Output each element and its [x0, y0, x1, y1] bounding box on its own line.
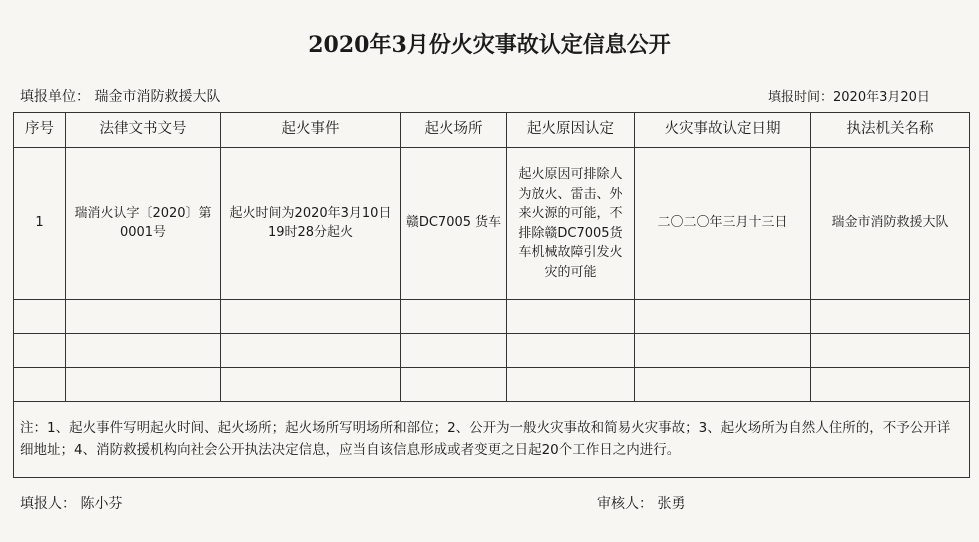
- cell-agency: 瑞金市消防救援大队: [811, 148, 970, 300]
- table-header-row: [14, 113, 970, 148]
- report-unit: 填报单位： 瑞金市消防救援大队: [20, 89, 221, 105]
- reporter: 填报人： 陈小芬: [20, 496, 123, 512]
- header-index: 序号: [14, 113, 66, 148]
- table-note: 注：1、起火事件写明起火时间、起火场所；起火场所写明场所和部位；2、公开为一般火灾事故和简易火灾事故；3、起火场所为自然人住所的，不予公开详细地址；4、消防救援机构向社会公开执法决定信息，应当自该信息形成或者变更之日起20个工作日之内进行。: [14, 402, 970, 478]
- cell-doc-number: 瑞消火认字〔2020〕第0001号: [66, 148, 221, 300]
- cell-fire-cause: 起火原因可排除人为放火、雷击、外来火源的可能，不排除赣DC7005货车机械故障引发火灾的可能: [507, 148, 635, 300]
- header-agency: 执法机关名称: [811, 113, 970, 148]
- fire-incident-table: [13, 112, 970, 478]
- header-doc-number: 法律文书文号: [66, 113, 221, 148]
- table-row: [14, 148, 970, 300]
- empty-row: [14, 368, 970, 402]
- report-date: 填报时间：2020年3月20日: [768, 90, 930, 105]
- header-fire-place: 起火场所: [401, 113, 507, 148]
- empty-row: [14, 300, 970, 334]
- cell-fire-place: 赣DC7005 货车: [401, 148, 507, 300]
- header-fire-cause: 起火原因认定: [507, 113, 635, 148]
- empty-row: [14, 334, 970, 368]
- header-determination-date: 火灾事故认定日期: [635, 113, 811, 148]
- cell-index: 1: [14, 148, 66, 300]
- page-title: 2020年3月份火灾事故认定信息公开: [308, 32, 671, 58]
- cell-determination-date: 二〇二〇年三月十三日: [635, 148, 811, 300]
- reviewer: 审核人： 张勇: [597, 496, 686, 512]
- header-fire-event: 起火事件: [221, 113, 401, 148]
- note-row: [14, 402, 970, 478]
- cell-fire-event: 起火时间为2020年3月10日19时28分起火: [221, 148, 401, 300]
